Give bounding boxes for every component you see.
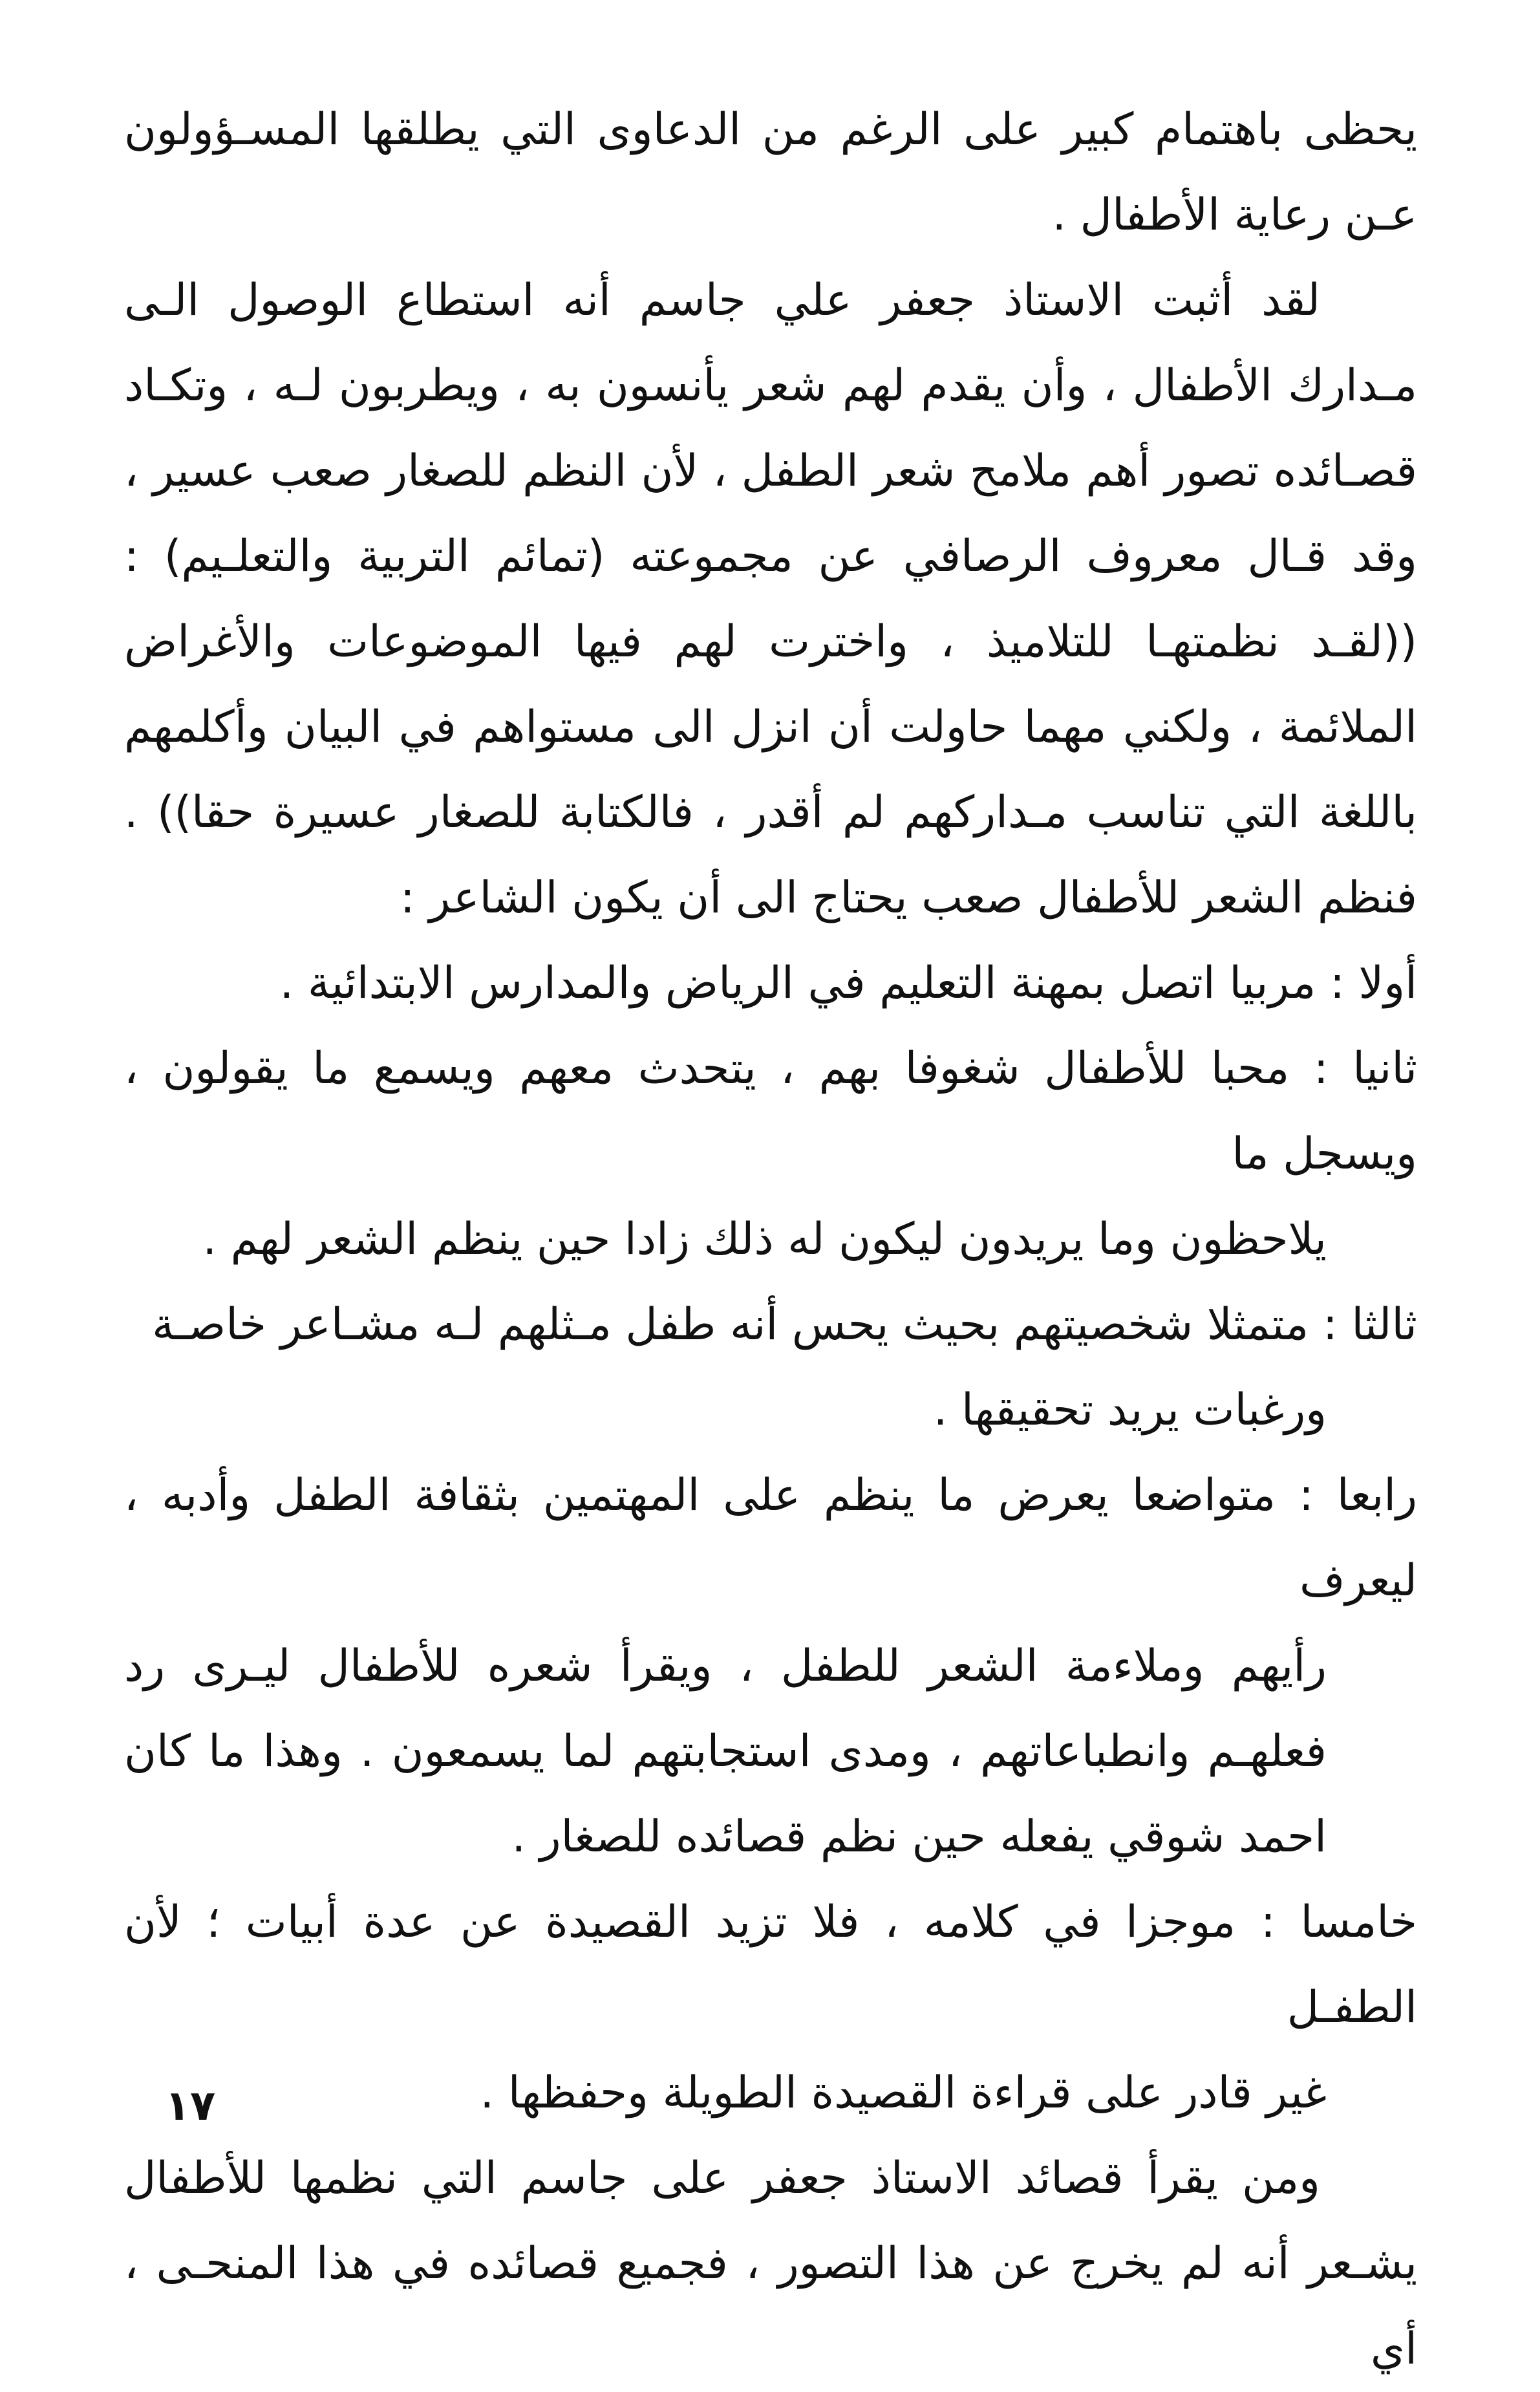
list-item-continuation: ورغبات يريد تحقيقها . <box>933 1385 1327 1436</box>
list-item-text: متمثلا شخصيتهم بحيث يحس أنه طفل مـثلهم لـه مشـاعر خاصـة <box>152 1299 1309 1350</box>
body-text <box>124 87 1417 2392</box>
list-item-first <box>124 941 1417 1026</box>
list-item-fourth <box>124 1453 1417 1880</box>
list-item-label: ثانيا : <box>1313 1043 1418 1094</box>
list-item-label: خامسا : <box>1260 1897 1418 1948</box>
list-item-label: رابعا : <box>1298 1470 1417 1521</box>
list-item-continuation: يلاحظون وما يريدون ليكون له ذلك زادا حين ينظم الشعر لهم . <box>202 1214 1327 1265</box>
list-item-continuation: رأيهم وملاءمة الشعر للطفل ، ويقرأ شعره للأطفال ليـرى رد فعلهـم وانطباعاتهم ، ومدى استجابتهم لما يسمعون . وهذا ما كان احمد شوقي يفعله حين نظم قصائده للصغار . <box>124 1641 1327 1862</box>
page-number: ١٧ <box>165 2082 216 2130</box>
list-item-text: موجزا في كلامه ، فلا تزيد القصيدة عن عدة أبيات ؛ لأن الطفـل <box>124 1897 1417 2033</box>
paragraph-continuation: يحظى باهتمام كبير على الرغم من الدعاوى التي يطلقها المسـؤولون عـن رعاية الأطفال . <box>124 104 1417 241</box>
list-item-continuation: غير قادر على قراءة القصيدة الطويلة وحفظها . <box>480 2067 1327 2118</box>
list-item-fifth <box>124 1880 1417 2136</box>
list-item-second <box>124 1026 1417 1282</box>
list-item-text: مربيا اتصل بمهنة التعليم في الرياض والمدارس الابتدائية . <box>279 958 1316 1009</box>
list-item-label: ثالثا : <box>1322 1299 1417 1350</box>
list-item-label: أولا : <box>1329 958 1417 1009</box>
list-item-text: محبا للأطفال شغوفا بهم ، يتحدث معهم ويسمع ما يقولون ، ويسجل ما <box>124 1043 1417 1180</box>
list-item-third <box>124 1282 1417 1453</box>
paragraph-closing: ومن يقرأ قصائد الاستاذ جعفر على جاسم التي نظمها للأطفال يشـعر أنه لم يخرج عن هذا التصور ، فجميع قصائده في هذا المنحـى ، أي <box>124 2153 1417 2375</box>
list-item-text: متواضعا يعرض ما ينظم على المهتمين بثقافة الطفل وأدبه ، ليعرف <box>124 1470 1417 1606</box>
paragraph-rusafi-quote: لقد أثبت الاستاذ جعفر علي جاسم أنه استطاع الوصول الـى مـدارك الأطفال ، وأن يقدم لهم شعر يأنسون به ، ويطربون لـه ، وتكـاد قصـائده تصور أهم ملامح شعر الطفل ، لأن النظم للصغار صعب عسير ، وقد قـال معروف الرصافي عن مجموعته (تمائم التربية والتعلـيم) : ((لقـد نظمتهـا للتلاميذ ، واخترت لهم فيها الموضوعات والأغراض الملائمة ، ولكني مهما حاولت أن انزل الى مستواهم في البيان وأكلمهم باللغة التي تناسب مـداركهم لم أقدر ، فالكتابة للصغار عسيرة حقا)) . فنظم الشعر للأطفال صعب يحتاج الى أن يكون الشاعر : <box>124 275 1417 923</box>
